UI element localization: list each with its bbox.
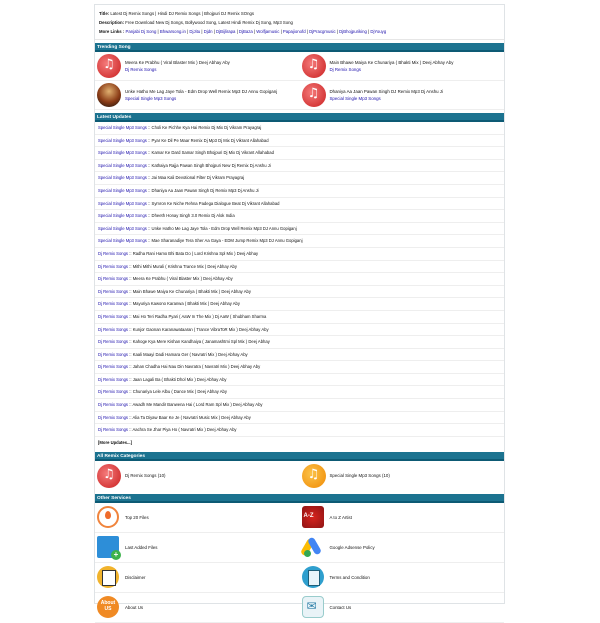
service-item[interactable]	[95, 533, 300, 563]
trending-item-category[interactable]: Dj Remix Songs	[125, 67, 157, 72]
latest-heading: Latest Updates	[95, 113, 504, 122]
list-item[interactable]	[95, 324, 504, 337]
list-item-separator: ::	[128, 427, 133, 433]
trending-item[interactable]	[300, 81, 505, 110]
title-label: Title:	[99, 11, 110, 16]
list-item-category[interactable]: Dj Remix Songs	[98, 326, 129, 332]
trending-item-title[interactable]: Main Bhawe Maiya Ke Chunariya ( Bhakti Mix ) Deej Abhay Aby	[329, 60, 454, 65]
list-item[interactable]	[95, 349, 504, 362]
list-item-category[interactable]: Dj Remix Songs	[98, 389, 129, 395]
music-note-icon	[97, 464, 121, 488]
list-item-category[interactable]: Special Single Mp3 Songs	[98, 213, 147, 219]
list-item[interactable]	[95, 298, 504, 311]
service-item[interactable]	[300, 533, 505, 563]
trending-item[interactable]	[300, 52, 505, 81]
list-item[interactable]	[95, 361, 504, 374]
list-item-category[interactable]: Special Single Mp3 Songs	[98, 125, 147, 130]
list-item-category[interactable]: Dj Remix Songs	[98, 288, 129, 294]
services-grid	[95, 503, 504, 623]
list-item-song[interactable]: Meera Ke Prabhu ( Viral Blaster Mix ) Deej Abhay Aby	[132, 276, 233, 282]
list-item-song[interactable]: Chunariya Lele Albu ( Dance Mix ) Deej Abhay Aby	[132, 389, 227, 395]
list-item-song[interactable]: Mae Sharanadiye Tera Sher Aa Gaya - EDM Jump Remix Mp3 DJ Annu Gopiganj	[151, 238, 303, 244]
list-item-category[interactable]: Special Single Mp3 Songs	[98, 150, 147, 156]
more-link[interactable]: Djdn	[203, 29, 213, 34]
more-link[interactable]: DjPracgmusic	[309, 29, 336, 34]
list-item[interactable]	[95, 135, 504, 148]
trending-item[interactable]	[95, 81, 300, 110]
service-item[interactable]	[95, 503, 300, 533]
more-links-line	[99, 27, 500, 36]
list-item-separator: ::	[146, 225, 152, 231]
site-info	[95, 5, 504, 40]
list-item-song[interactable]: Dhaniya Aa Jaan Pawan Singh Dj Remix Mp3 Dj Anshu Ji	[151, 187, 259, 193]
list-item-song[interactable]: Pyar Ke Dil Pe Maar Remix Dj Mp3 Dj Mix Dj Vikrant Allahabad	[151, 137, 269, 143]
more-link[interactable]: DjBhojpuriking	[339, 29, 367, 34]
list-item-song[interactable]: Kunjor Gaonan Karanawataaran ( Trance VibraToR Mix ) Deej Abhay Aby	[132, 326, 269, 332]
description-label: Description:	[99, 20, 125, 25]
list-item[interactable]	[95, 198, 504, 211]
description-value: Free Download New Dj Songs, Bollywood Song, Latest Hindi Remix Dj Song, Mp3 Song	[125, 20, 293, 25]
page-container	[94, 4, 505, 613]
list-item-separator: ::	[128, 313, 133, 319]
list-item-category[interactable]: Dj Remix Songs	[98, 414, 129, 420]
service-label[interactable]: Google Adsense Policy	[329, 544, 375, 550]
list-item-song[interactable]: Aachra Se Jhar Piya Ho ( Navratri Mix ) Deej Abhay Aby	[132, 427, 237, 433]
list-item-separator: ::	[146, 125, 152, 130]
list-item[interactable]	[95, 160, 504, 173]
list-item-song[interactable]: Mai Ho Teri Radha Pyari ( AaW In The Mix ) Dj AaW ( Shubham Sharma	[132, 313, 267, 319]
list-item-separator: ::	[146, 187, 152, 193]
list-item-separator: ::	[128, 364, 133, 370]
list-item-separator: ::	[146, 162, 152, 168]
trending-item[interactable]	[95, 52, 300, 81]
service-item[interactable]	[95, 593, 300, 623]
more-link[interactable]: DjBaza	[238, 29, 253, 34]
list-item-category[interactable]: Special Single Mp3 Songs	[98, 238, 147, 244]
list-item-song[interactable]: Symron Ke Niche Rehna Padega Dialogue Beat Dj Vikrant Allahabad	[151, 200, 280, 206]
list-item-category[interactable]: Dj Remix Songs	[98, 364, 129, 370]
categories-heading: All Remix Categories	[95, 452, 504, 461]
list-item[interactable]	[95, 386, 504, 399]
title-line	[99, 9, 500, 18]
list-item[interactable]	[95, 273, 504, 286]
service-label[interactable]: A to Z Artist	[329, 514, 352, 520]
list-item-separator: ::	[128, 276, 133, 282]
list-item-category[interactable]: Dj Remix Songs	[98, 402, 129, 408]
service-label[interactable]: Disclaimer	[125, 574, 146, 580]
more-link[interactable]: DjJitu	[189, 29, 201, 34]
list-item[interactable]	[95, 261, 504, 274]
more-link[interactable]: Wolfjamusic	[256, 29, 280, 34]
trending-item-text	[125, 88, 277, 102]
list-item-category[interactable]: Dj Remix Songs	[98, 263, 129, 269]
list-item-category[interactable]: Special Single Mp3 Songs	[98, 225, 147, 231]
google-ads-shape	[304, 550, 311, 557]
list-item[interactable]	[95, 311, 504, 324]
list-item-category[interactable]: Dj Remix Songs	[98, 313, 129, 319]
list-item[interactable]	[95, 185, 504, 198]
list-item-song[interactable]: Main Bhawe Maiya Ke Chunariya ( Bhakti Mix ) Deej Abhay Aby	[132, 288, 251, 294]
terms-icon	[302, 566, 324, 588]
list-item[interactable]	[95, 374, 504, 387]
more-link[interactable]: Panjabi Dj Song	[125, 29, 157, 34]
list-item-song[interactable]: Jahan Chadha Hai Nau Din Navratra ( Navratri Mix ) Deej Abhay Aby	[132, 364, 261, 370]
list-item-category[interactable]: Special Single Mp3 Songs	[98, 187, 147, 193]
contact-icon	[302, 596, 324, 618]
trending-item-category[interactable]: Dj Remix Songs	[329, 67, 361, 72]
list-item-song[interactable]: Mayuriya Kawono Karanwa ( Bhakti Mix ) Deej Abhay Aby	[132, 301, 240, 307]
list-item-category[interactable]: Dj Remix Songs	[98, 376, 129, 382]
list-item[interactable]	[95, 424, 504, 437]
music-note-icon	[302, 464, 326, 488]
list-item-separator: ::	[128, 301, 133, 307]
list-item-separator: ::	[128, 263, 133, 269]
list-item[interactable]	[95, 147, 504, 160]
service-label[interactable]: Contact Us	[329, 604, 352, 610]
list-item-song[interactable]: Choli Ke Pichhe Kya Hai Remix Dj Mix Dj Vikram Prayagraj	[151, 125, 262, 130]
top-files-icon	[97, 506, 119, 528]
more-links-label: More Links :	[99, 29, 125, 34]
more-link[interactable]: Papajionofd	[282, 29, 306, 34]
list-item-song[interactable]: Unke Hatho Me Lag Jaye Tola - Edm Drop Well Remix Mp3 DJ Annu Gopiganj	[151, 225, 297, 231]
category-item[interactable]	[95, 461, 300, 491]
list-item-song[interactable]: Kathaiya Rajja Pawan Singh Bhojpuri New Dj Remix Dj Anshu Ji	[151, 162, 271, 168]
list-item-song[interactable]: Dheeth Honay Singh 3.0 Remix Dj Alok India	[151, 213, 235, 219]
service-label[interactable]: Terms and Condition	[329, 574, 370, 580]
list-item-separator: ::	[146, 200, 152, 206]
category-item[interactable]	[300, 461, 505, 491]
list-item-separator: ::	[128, 339, 133, 345]
service-label[interactable]: Top 20 Files	[125, 514, 149, 520]
list-item[interactable]	[95, 248, 504, 261]
categories-grid	[95, 461, 504, 491]
list-item-song[interactable]: Jai Maa Kali Devotional Filter Dj Vikram Prayagraj	[151, 175, 245, 181]
list-item-category[interactable]: Dj Remix Songs	[98, 301, 129, 307]
list-item-separator: ::	[128, 288, 133, 294]
more-link[interactable]: Bhwarsong.in	[159, 29, 186, 34]
more-updates-link[interactable]: [More Updates...]	[98, 439, 132, 445]
more-links: Panjabi Dj Song | Bhwarsong.in | DjJitu | Djdn | DjBijlirapa | DjBaza | Wolfjamusic | Papajionofd | DjPracgmusic | DjBhojpuriking | DjYouyg	[125, 29, 387, 34]
list-item-category[interactable]: Special Single Mp3 Songs	[98, 162, 147, 168]
list-item[interactable]	[95, 399, 504, 412]
about-us-icon	[97, 596, 119, 618]
list-item[interactable]	[95, 122, 504, 135]
list-item[interactable]	[95, 286, 504, 299]
last-added-icon	[97, 536, 119, 558]
trending-item-title[interactable]: Unke Hatho Me Lag Jaye Tola - Edm Drop Well Remix Mp3 DJ Annu Gopiganj	[125, 89, 278, 94]
list-item-separator: ::	[146, 213, 152, 219]
latest-list	[95, 122, 504, 437]
list-item-separator: ::	[146, 238, 152, 244]
trending-item-title[interactable]: Meera Ke Prabhu ( Viral Blaster Mix ) Deej Abhay Aby	[125, 60, 230, 65]
trending-item-category[interactable]: Special Single Mp3 Songs	[125, 96, 177, 101]
list-item-category[interactable]: Dj Remix Songs	[98, 427, 129, 433]
title-value: Latest Dj Remix Songs | Hindi DJ Remix Songs | Bhojpuri DJ Remix SOngs	[110, 11, 254, 16]
service-item[interactable]	[300, 593, 505, 623]
list-item[interactable]	[95, 412, 504, 425]
category-label[interactable]: Special Single Mp3 Songs (10)	[329, 473, 390, 479]
list-item-separator: ::	[146, 137, 152, 143]
service-item[interactable]	[95, 563, 300, 593]
list-item[interactable]	[95, 223, 504, 236]
list-item-song[interactable]: Kaali Maayi Dadi Hamara Ger ( Navratri Mix ) Deej Abhay Aby	[132, 351, 248, 357]
trending-item-text	[330, 88, 443, 102]
list-item-category[interactable]: Special Single Mp3 Songs	[98, 137, 147, 143]
description-line	[99, 18, 500, 27]
list-item-song[interactable]: Awadh Me Mandir Banwena Hai ( Lord Ram Spl Mix ) Deej Abhay Aby	[132, 402, 263, 408]
service-item[interactable]	[300, 563, 505, 593]
list-item-separator: ::	[128, 402, 133, 408]
list-item-category[interactable]: Dj Remix Songs	[98, 339, 129, 345]
google-ads-icon	[302, 536, 324, 558]
music-note-icon	[302, 54, 326, 78]
trending-heading: Trending Song	[95, 43, 504, 52]
trending-grid	[95, 52, 504, 110]
list-item-category[interactable]: Dj Remix Songs	[98, 250, 129, 256]
list-item-separator: ::	[128, 351, 133, 357]
list-item-category[interactable]: Dj Remix Songs	[98, 276, 129, 282]
list-item-song[interactable]: Jaan Lagali Ba ( Bhakti Dhol Mix ) Deej Abhay Aby	[132, 376, 227, 382]
list-item[interactable]	[95, 336, 504, 349]
list-item-separator: ::	[128, 414, 133, 420]
list-item-category[interactable]: Special Single Mp3 Songs	[98, 175, 147, 181]
list-item-separator: ::	[128, 389, 133, 395]
list-item-song[interactable]: Kamar Ke Dard Samar Singh Bhojpuri Dj Mix Dj Vikrant Allahabad	[151, 150, 274, 156]
service-item[interactable]	[300, 503, 505, 533]
list-item-song[interactable]: Alia Ta Diyaw Baar Ke Je ( Navratri Music Mix ) Deej Abhay Aby	[132, 414, 251, 420]
disclaimer-icon	[97, 566, 119, 588]
trending-item-title[interactable]: Dhaniya Aa Jaan Pawan Singh DJ Remix Mp3 Dj Anshu Ji	[329, 89, 443, 94]
list-item[interactable]	[95, 172, 504, 185]
list-item-category[interactable]: Dj Remix Songs	[98, 351, 129, 357]
list-item-separator: ::	[146, 175, 152, 181]
service-label[interactable]: Last Added Files	[125, 544, 158, 550]
trending-item-text	[330, 59, 454, 73]
category-label[interactable]: Dj Remix Songs (10)	[125, 473, 166, 479]
more-link[interactable]: DjBijlirapa	[216, 29, 236, 34]
music-note-icon	[97, 54, 121, 78]
list-item-separator: ::	[128, 326, 133, 332]
list-item-song[interactable]: Radha Rani Hamo Bhi Bata Do ( Lord Krishna Spl Mix ) Deej Abhay	[132, 250, 259, 256]
list-item-separator: ::	[128, 376, 133, 382]
a-to-z-icon	[302, 506, 324, 528]
artist-photo-icon	[97, 83, 121, 107]
more-link[interactable]: DjYouyg	[370, 29, 387, 34]
services-heading: Other Services	[95, 494, 504, 503]
trending-item-category[interactable]: Special Single Mp3 Songs	[329, 96, 381, 101]
music-note-icon	[302, 83, 326, 107]
list-item-category[interactable]: Special Single Mp3 Songs	[98, 200, 147, 206]
list-item-separator: ::	[146, 150, 152, 156]
trending-item-text	[125, 59, 230, 73]
list-item-song[interactable]: Mithi Mithi Murali ( Krishna Trance Mix ) Deej Abhay Aby	[132, 263, 237, 269]
service-label[interactable]: About Us	[125, 604, 144, 610]
list-item[interactable]	[95, 235, 504, 248]
list-item-song[interactable]: Kahoge Kya Mere Kishan Kandhaiya ( Janamashtmi Spl Mix ) Deej Abhay	[132, 339, 270, 345]
list-item[interactable]	[95, 210, 504, 223]
list-item-separator: ::	[128, 250, 133, 256]
about-us-icon-text: About US	[100, 600, 116, 613]
